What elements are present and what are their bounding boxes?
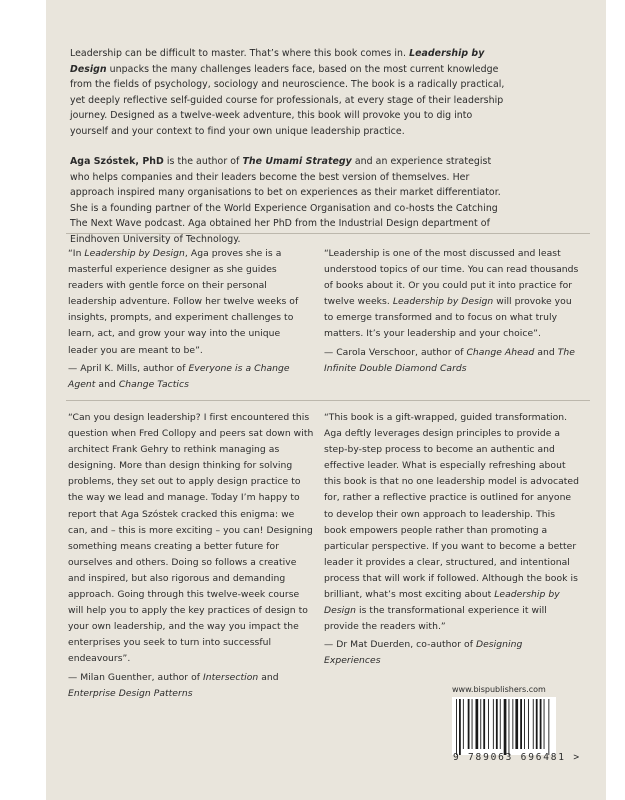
- barcode-bar: [504, 699, 507, 755]
- quote-author: — April K. Mills, author of Everyone is a Change Agent and Change Tactics: [68, 362, 290, 390]
- barcode-bar: [520, 699, 522, 749]
- author-bio: Aga Szóstek, PhD is the author of The Umami Strategy and an experience strategist who helps companies and their leaders become the best version of themselves. Her approach inspired many organisations to bet on experiences as their market differentiator. She is a founding partner of the World Experience Organisation and co-hosts the Catching The Next Wave podcast. Aga obtained her PhD from the Industrial Design department of Eindhoven University of Technology.: [70, 156, 501, 245]
- barcode-bar: [456, 699, 457, 755]
- barcode-bar: [459, 699, 461, 755]
- barcode-bar: [472, 699, 473, 749]
- barcode-bar: [509, 699, 510, 755]
- publisher-website: www.bispublishers.com: [452, 685, 546, 694]
- barcode-bar: [548, 699, 549, 755]
- isbn-number: 9 789063 696481 >: [453, 752, 581, 763]
- quote-author: — Milan Guenther, author of Intersection and Enterprise Design Patterns: [68, 671, 279, 699]
- intro-text: [70, 46, 510, 262]
- barcode-bar: [468, 699, 470, 749]
- barcode-bar: [540, 699, 542, 749]
- divider: [66, 233, 590, 234]
- book-description: Leadership can be difficult to master. That’s where this book comes in. Leadership by Design unpacks the many challenges leaders face, based on the most current knowledge from the fields of psychology, sociology and neuroscience. The book is a radically practical, yet deeply reflective self-guided course for professionals, at every stage of their leadership journey. Designed as a twelve-week adventure, this book will provoke you to dig into yourself and your context to find your own unique leadership practice.: [70, 48, 505, 137]
- barcode-bar: [544, 699, 545, 749]
- barcode-bar: [515, 699, 518, 749]
- quote-mills: “In Leadership by Design, Aga proves she is a masterful experience designer as she guides readers with gentle force on their personal leadership adventure. Follow her twelve weeks of insights, prompts, and experiment challenges to learn, act, and grow your way into the unique leader you are meant to be”. — April K. Mills, author of Everyone is a Change Agent and Change Tactics: [68, 246, 308, 393]
- barcode-bar: [512, 699, 513, 749]
- quote-author: — Carola Verschoor, author of Change Ahead and The Infinite Double Diamond Cards: [324, 346, 576, 374]
- barcode-bar: [476, 699, 479, 749]
- barcode-bar: [488, 699, 489, 749]
- quote-guenther: “Can you design leadership? I first encountered this question when Fred Collopy and peers sat down with architect Frank Gehry to rethink managing as designing. More than design thinking for solving problems, they set out to apply design practice to the way we lead and manage. Today I’m happy to report that Aga Szóstek cracked this enigma: we can, and – this is more exciting – you can! Designing something means creating a better future for ourselves and others. Doing so follows a creative and inspired, but also rigorous and demanding approach. Going through this twelve-week course will help you to apply the key practices of design to your own leadership, and the way you impact the enterprises you seek to turn into successful endeavours”. — Milan Guenther, author of Intersection and Enterprise Design Patterns: [68, 410, 314, 702]
- divider: [66, 400, 590, 401]
- quote-author: — Dr Mat Duerden, co-author of Designing Experiences: [324, 639, 523, 667]
- barcode-bar: [536, 699, 538, 749]
- barcode-bar: [463, 699, 464, 749]
- barcode-bar: [533, 699, 534, 749]
- barcode-bar: [524, 699, 525, 749]
- quote-duerden: “This book is a gift-wrapped, guided transformation. Aga deftly leverages design principles to provide a step-by-step process to become an authentic and effective leader. What is especially refreshing about this book is that no one leadership model is advocated for, rather a reflective practice is outlined for anyone to develop their own approach to leadership. This book empowers people rather than promoting a particular perspective. If you want to become a better leader it provides a clear, structured, and intentional process that will work if followed. Although the book is brilliant, what’s most exciting about Leadership by Design is the transformational experience it will provide the readers with.” — Dr Mat Duerden, co-author of Designing Experiences: [324, 410, 580, 670]
- barcode-bar: [500, 699, 501, 749]
- barcode-bar: [480, 699, 481, 749]
- barcode-bar: [528, 699, 529, 749]
- barcode-bar: [483, 699, 485, 749]
- quote-verschoor: “Leadership is one of the most discussed and least understood topics of our time. You can read thousands of books about it. Or you could put it into practice for twelve weeks. Leadership by Design will provoke you to emerge transformed and to focus on what truly matters. It’s your leadership and your choice”. — Carola Verschoor, author of Change Ahead and The Infinite Double Diamond Cards: [324, 246, 580, 377]
- barcode-bar: [493, 699, 494, 749]
- barcode-bar: [496, 699, 498, 749]
